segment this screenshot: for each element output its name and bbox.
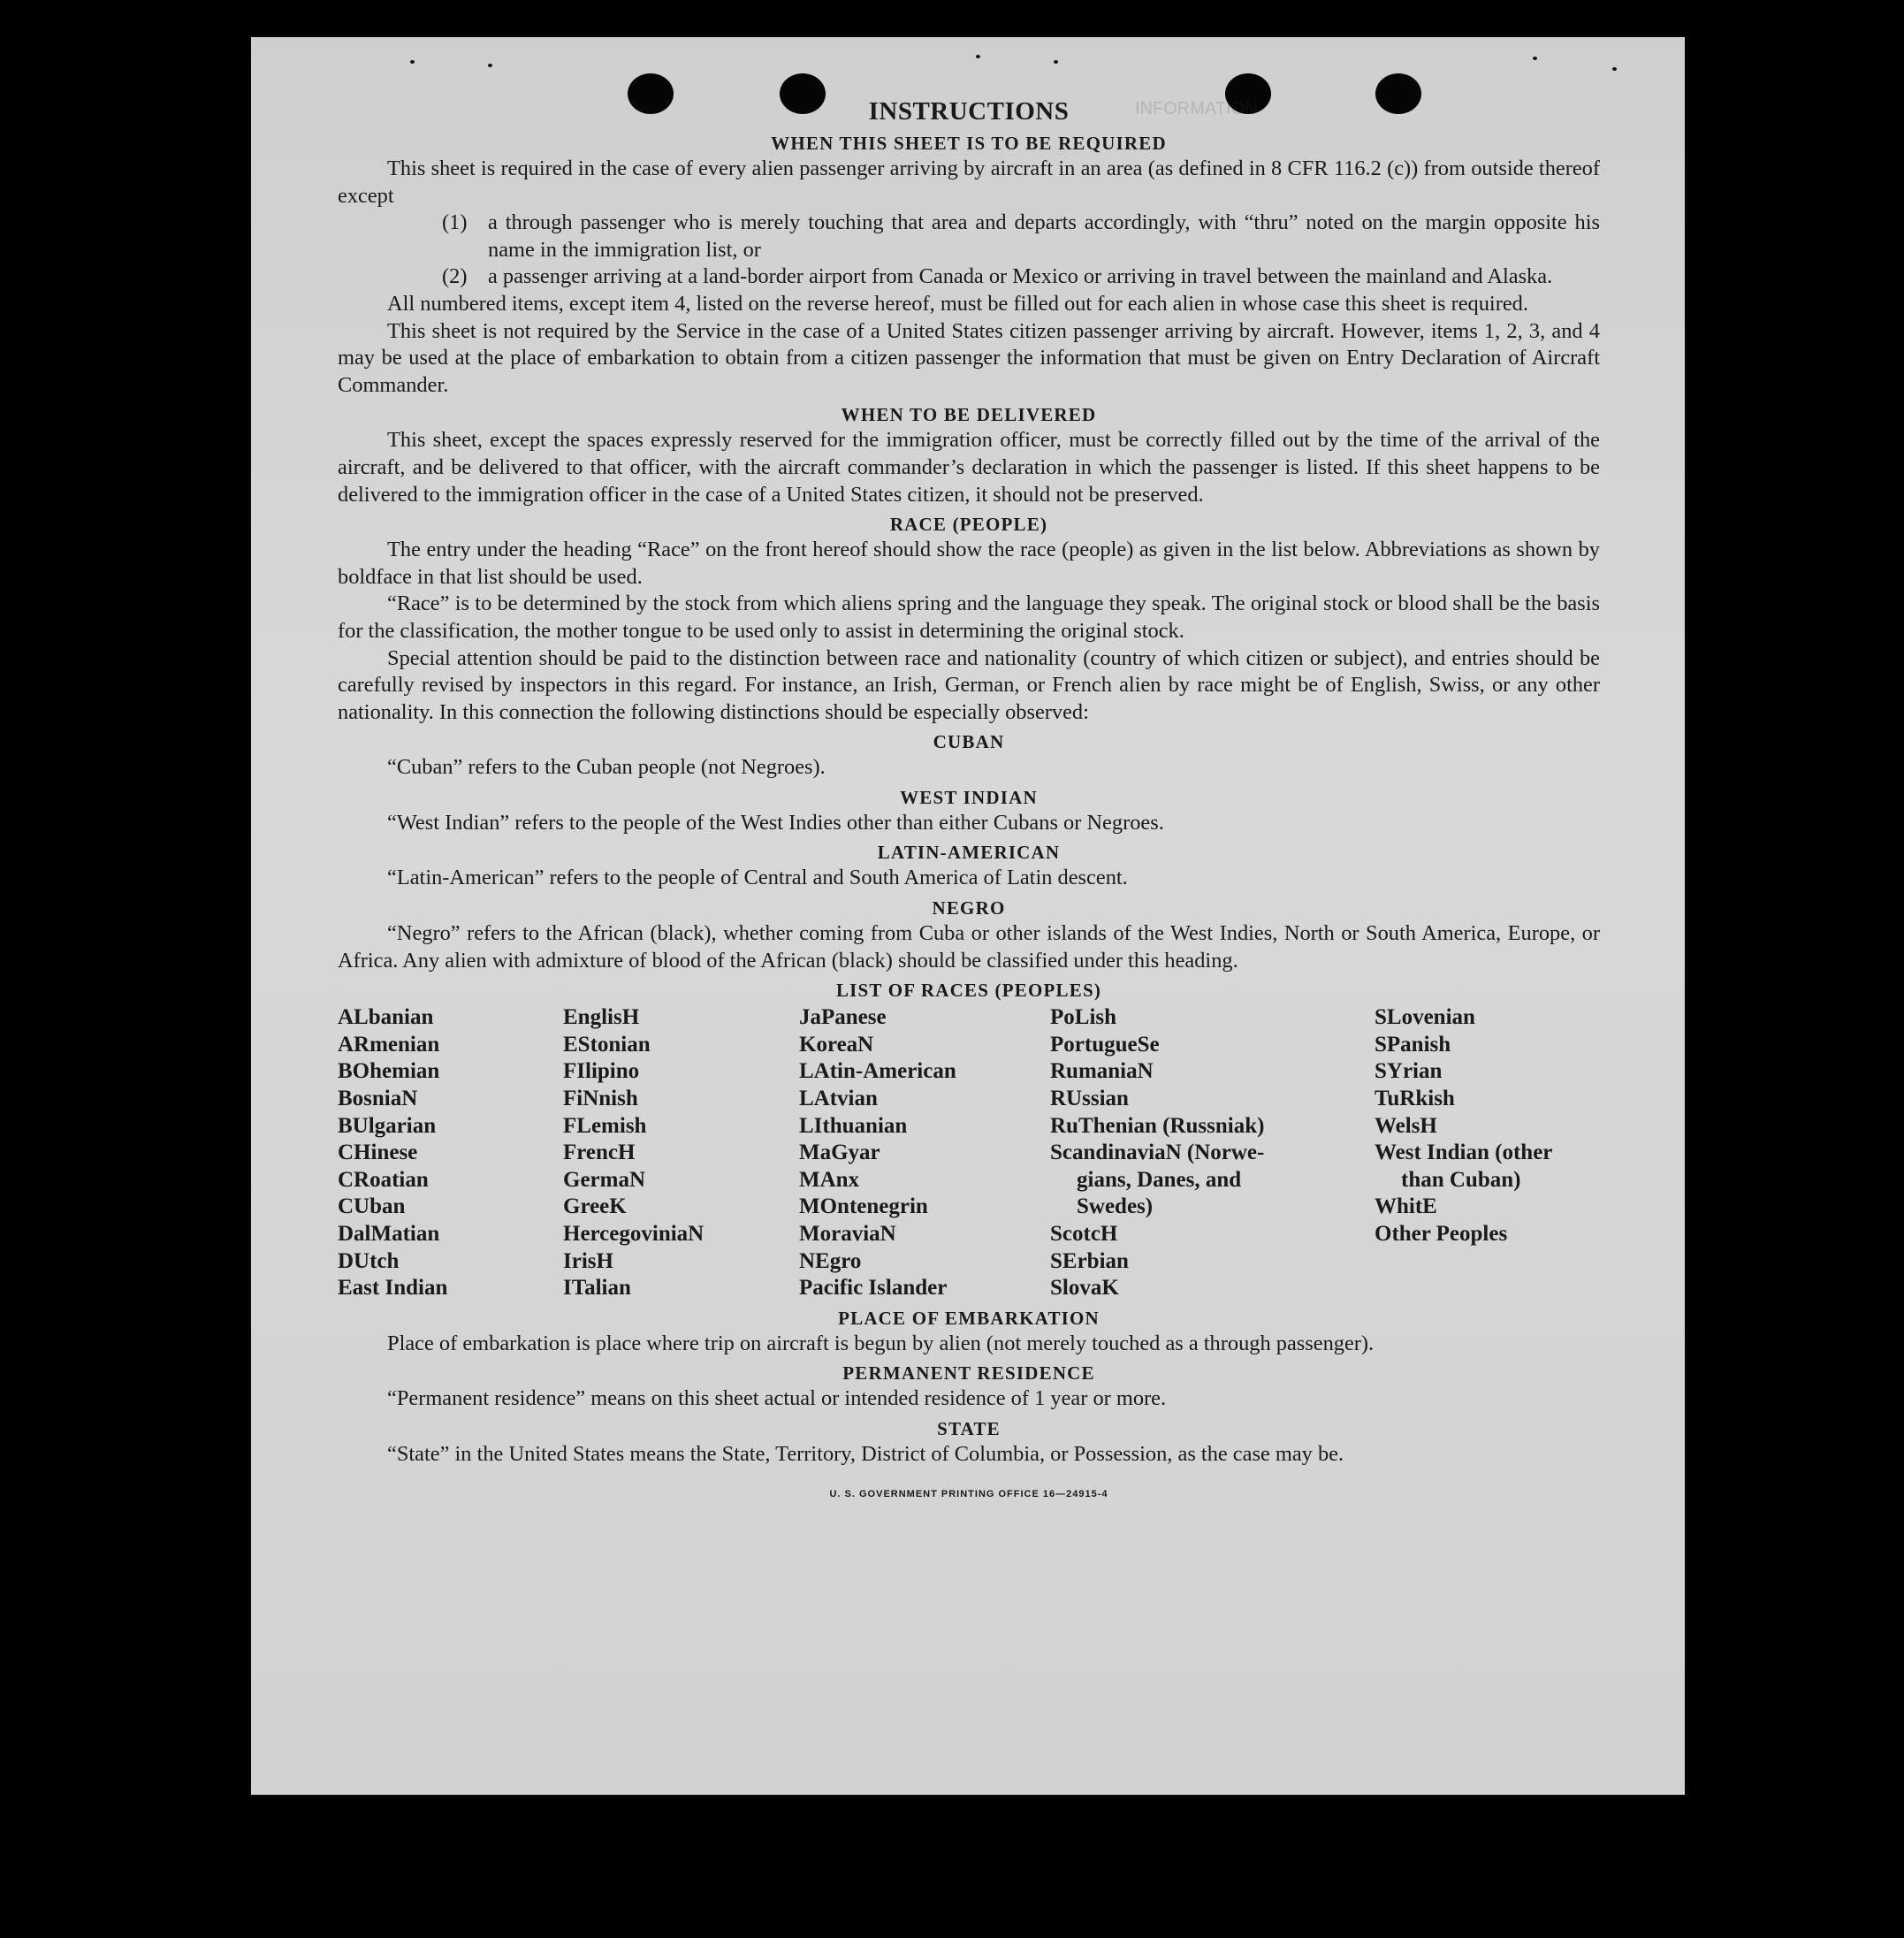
list-item (338, 210, 1600, 263)
race-entry: TuRkish (1375, 1087, 1455, 1111)
section-heading: WHEN TO BE DELIVERED (841, 404, 1097, 426)
race-entry: GreeK (563, 1194, 627, 1219)
race-entry: DUtch (338, 1248, 400, 1273)
race-entry: Swedes) (1077, 1194, 1154, 1219)
race-entry: WelsH (1375, 1113, 1437, 1138)
list-text: a passenger arriving at a land-border airport from Canada or Mexico or arriving in travel between the mainland and Alaska. (488, 264, 1553, 289)
race-entry: ALbanian (338, 1005, 434, 1030)
section-heading: CUBAN (933, 731, 1005, 753)
race-entry: East Indian (338, 1276, 448, 1301)
race-entry: DalMatian (338, 1222, 440, 1246)
race-entry: RumaniaN (1050, 1059, 1154, 1084)
race-entry: IrisH (563, 1248, 613, 1273)
race-entry: LAtin-American (799, 1059, 956, 1084)
races-column (338, 1004, 563, 1302)
race-entry: HercegoviniaN (563, 1222, 704, 1246)
paragraph: This sheet is required in the case of every alien passenger arriving by aircraft in an area (as defined in 8 CFR 116.2 (c)) from outside thereof except (338, 156, 1600, 208)
paragraph: Special attention should be paid to the distinction between race and nationality (country of which citizen or subject), and entries should be carefully revised by inspectors in this regard. For instance, an Irish, German, or French alien by race might be of English, Swiss, or any other nationality. In this connection the following distinctions should be especially observed: (338, 645, 1600, 724)
race-entry: PortugueSe (1050, 1032, 1160, 1057)
paragraph: Place of embarkation is place where trip on aircraft is begun by alien (not merely touched as a through passenger). (387, 1331, 1375, 1355)
speck (488, 64, 492, 67)
instructions-content (338, 95, 1600, 1507)
speck (1533, 57, 1537, 60)
bleed-through: INFORMATION (1135, 99, 1258, 118)
race-entry: SErbian (1050, 1248, 1129, 1273)
speck (1054, 60, 1058, 64)
race-entry: Pacific Islander (799, 1276, 948, 1301)
printer-imprint: U. S. GOVERNMENT PRINTING OFFICE 16—24915-4 (829, 1488, 1108, 1499)
race-entry: MoraviaN (799, 1222, 896, 1246)
race-entry: FrencH (563, 1141, 636, 1165)
race-entry: FiNnish (563, 1087, 638, 1111)
paragraph: “Race” is to be determined by the stock from which aliens spring and the language they speak. The original stock or blood shall be the basis for the classification, the mother tongue to be used only to assist in determining the original stock. (338, 591, 1600, 643)
section-heading: NEGRO (932, 897, 1006, 919)
list-text: a through passenger who is merely touching that area and departs accordingly, with “thru” noted on the margin opposite his name in the immigration list, or (488, 210, 1600, 262)
race-entry: FIlipino (563, 1059, 640, 1084)
paragraph: “West Indian” refers to the people of the West Indies other than either Cubans or Negroes. (387, 810, 1164, 835)
race-entry: GermaN (563, 1167, 646, 1192)
race-entry: MOntenegrin (799, 1194, 928, 1219)
race-entry: SYrian (1375, 1059, 1443, 1084)
race-entry: SPanish (1375, 1032, 1451, 1057)
race-entry: ARmenian (338, 1032, 440, 1057)
section-heading: RACE (PEOPLE) (889, 514, 1048, 536)
section-heading: WHEN THIS SHEET IS TO BE REQUIRED (771, 133, 1167, 154)
speck (976, 55, 980, 58)
race-entry: KoreaN (799, 1032, 874, 1057)
section-heading: PERMANENT RESIDENCE (842, 1362, 1095, 1385)
race-entry: JaPanese (799, 1005, 887, 1030)
race-entry: LIthuanian (799, 1113, 908, 1138)
race-entry: MAnx (799, 1167, 860, 1192)
section-heading: STATE (937, 1417, 1001, 1439)
race-entry: BUlgarian (338, 1113, 437, 1138)
paragraph: This sheet is not required by the Service in the case of a United States citizen passenger arriving by aircraft. However, items 1, 2, 3, and 4 may be used at the place of embarkation to obtain from a citizen passenger the information that must be given on Entry Declaration of Aircraft Commander. (338, 318, 1600, 397)
races-column (799, 1004, 1050, 1302)
race-entry: gians, Danes, and (1077, 1167, 1242, 1192)
list-item (338, 263, 1600, 291)
race-entry: CHinese (338, 1141, 418, 1165)
document-sheet (251, 37, 1685, 1795)
race-entry: ScandinaviaN (Norwe- (1050, 1141, 1265, 1165)
race-entry: WhitE (1375, 1194, 1437, 1219)
paragraph: “Negro” refers to the African (black), whether coming from Cuba or other islands of the West Indies, North or South America, Europe, or Africa. Any alien with admixture of blood of the African (black) should be classified under this heading. (338, 921, 1600, 973)
race-entry: BosniaN (338, 1087, 418, 1111)
race-entry: RuThenian (Russniak) (1050, 1113, 1265, 1138)
page-title: INSTRUCTIONS (868, 97, 1070, 126)
races-column (1050, 1004, 1375, 1302)
race-entry: EStonian (563, 1032, 651, 1057)
race-entry: BOhemian (338, 1059, 440, 1084)
race-entry: NEgro (799, 1248, 862, 1273)
race-entry: West Indian (other (1375, 1141, 1553, 1165)
race-entry: SlovaK (1050, 1276, 1119, 1301)
section-heading: LATIN-AMERICAN (877, 842, 1061, 864)
race-entry: LAtvian (799, 1087, 878, 1111)
race-entry: MaGyar (799, 1141, 880, 1165)
paragraph: All numbered items, except item 4, listed on the reverse hereof, must be filled out for each alien in whose case this sheet is required. (387, 291, 1528, 316)
race-entry: CUban (338, 1194, 406, 1219)
section-heading: LIST OF RACES (PEOPLES) (835, 980, 1102, 1002)
section-heading: PLACE OF EMBARKATION (838, 1307, 1100, 1329)
race-entry: CRoatian (338, 1167, 429, 1192)
section-heading: WEST INDIAN (900, 786, 1038, 808)
race-entry: FLemish (563, 1113, 647, 1138)
speck (1612, 67, 1617, 71)
race-entry: RUssian (1050, 1087, 1129, 1111)
race-entry: Other Peoples (1375, 1222, 1508, 1246)
race-entry: EnglisH (563, 1005, 640, 1030)
races-column (563, 1004, 799, 1302)
race-entry: ITalian (563, 1276, 631, 1301)
race-entry: than Cuban) (1401, 1167, 1521, 1192)
paragraph: The entry under the heading “Race” on the front hereof should show the race (people) as given in the list below. Abbreviations as shown by boldface in that list should be used. (338, 538, 1600, 589)
paragraph: “State” in the United States means the State, Territory, District of Columbia, or Possession, as the case may be. (387, 1441, 1344, 1466)
speck (410, 60, 415, 64)
races-list (338, 1004, 1600, 1302)
paragraph: This sheet, except the spaces expressly reserved for the immigration officer, must be correctly filled out by the time of the arrival of the aircraft, and be delivered to that officer, with the aircraft commander’s declaration in which the passenger is listed. If this sheet happens to be delivered to the immigration officer in the case of a United States citizen, it should not be preserved. (338, 428, 1600, 507)
paragraph: “Permanent residence” means on this sheet actual or intended residence of 1 year or more. (387, 1386, 1167, 1411)
list-number: (2) (442, 264, 468, 289)
race-entry: SLovenian (1375, 1005, 1475, 1030)
races-column (1375, 1004, 1600, 1302)
paragraph: “Latin-American” refers to the people of Central and South America of Latin descent. (387, 866, 1128, 890)
race-entry: ScotcH (1050, 1222, 1118, 1246)
paragraph: “Cuban” refers to the Cuban people (not Negroes). (387, 755, 826, 780)
list-number: (1) (442, 210, 468, 235)
race-entry: PoLish (1050, 1005, 1117, 1030)
